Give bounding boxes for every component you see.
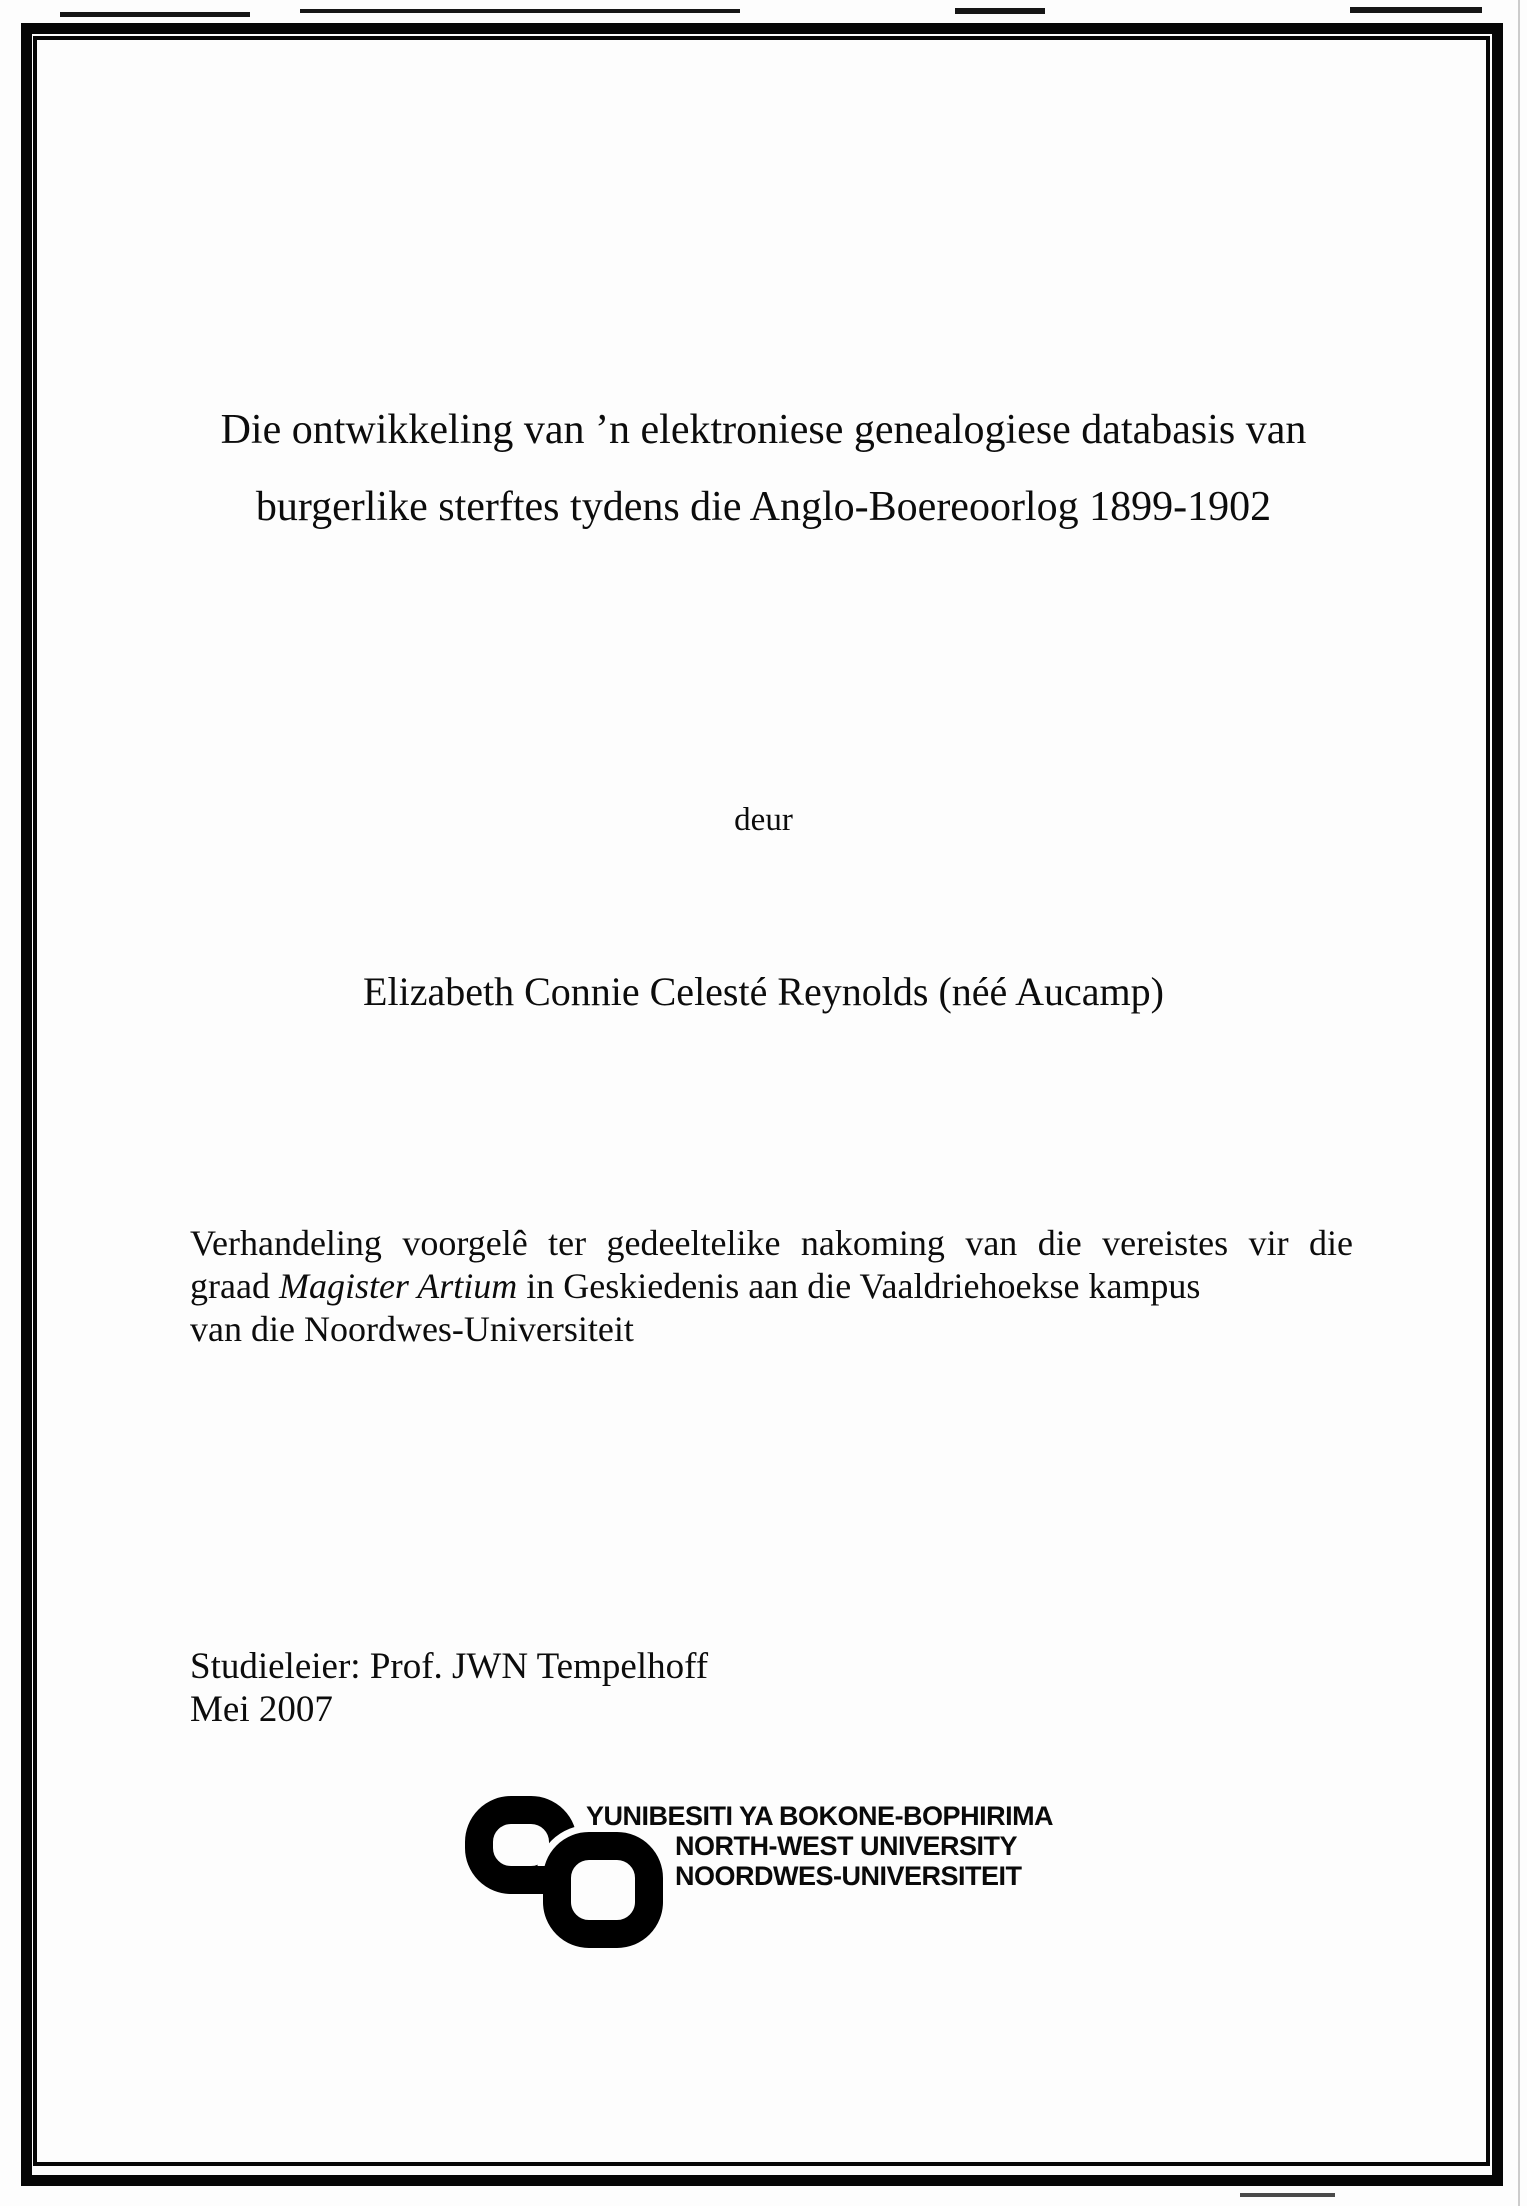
degree-statement-line3: van die Noordwes-Universiteit xyxy=(190,1309,634,1349)
scan-artifact xyxy=(300,9,740,13)
scan-artifact xyxy=(955,8,1045,14)
supervisor-line: Studieleier: Prof. JWN Tempelhoff xyxy=(190,1646,709,1687)
byline-label: deur xyxy=(734,802,793,838)
thesis-title xyxy=(110,392,1417,546)
author-name: Elizabeth Connie Celesté Reynolds (néé Aucamp) xyxy=(363,969,1164,1014)
page-edge-shadow xyxy=(1518,0,1520,2206)
scan-artifact xyxy=(60,12,250,17)
degree-statement-line1: Verhandeling voorgelê ter gedeeltelike nakoming van die vereistes vir die xyxy=(190,1223,1353,1263)
university-name-afrikaans: NOORDWES-UNIVERSITEIT xyxy=(675,1861,1022,1891)
thesis-title-line1: Die ontwikkeling van ’n elektroniese genealogiese databasis van xyxy=(220,407,1307,453)
scan-artifact xyxy=(1350,7,1482,13)
degree-statement-line2 xyxy=(190,1265,1353,1308)
university-name-english: NORTH-WEST UNIVERSITY xyxy=(675,1831,1018,1861)
university-name-setswana: YUNIBESITI YA BOKONE-BOPHIRIMA xyxy=(586,1801,1054,1831)
scan-artifact xyxy=(1240,2193,1335,2197)
degree-title-italic: Magister Artium xyxy=(278,1266,518,1306)
thesis-title-line2: burgerlike sterftes tydens die Anglo-Boereoorlog 1899-1902 xyxy=(255,484,1272,530)
date-line: Mei 2007 xyxy=(190,1689,333,1730)
degree-statement-line2-pre: graad xyxy=(190,1266,279,1306)
university-name-block xyxy=(586,1801,1053,1891)
degree-statement xyxy=(190,1222,1353,1351)
degree-statement-line2-post: in Geskiedenis aan die Vaaldriehoekse kampus xyxy=(517,1266,1201,1306)
supervisor-block xyxy=(190,1645,708,1731)
